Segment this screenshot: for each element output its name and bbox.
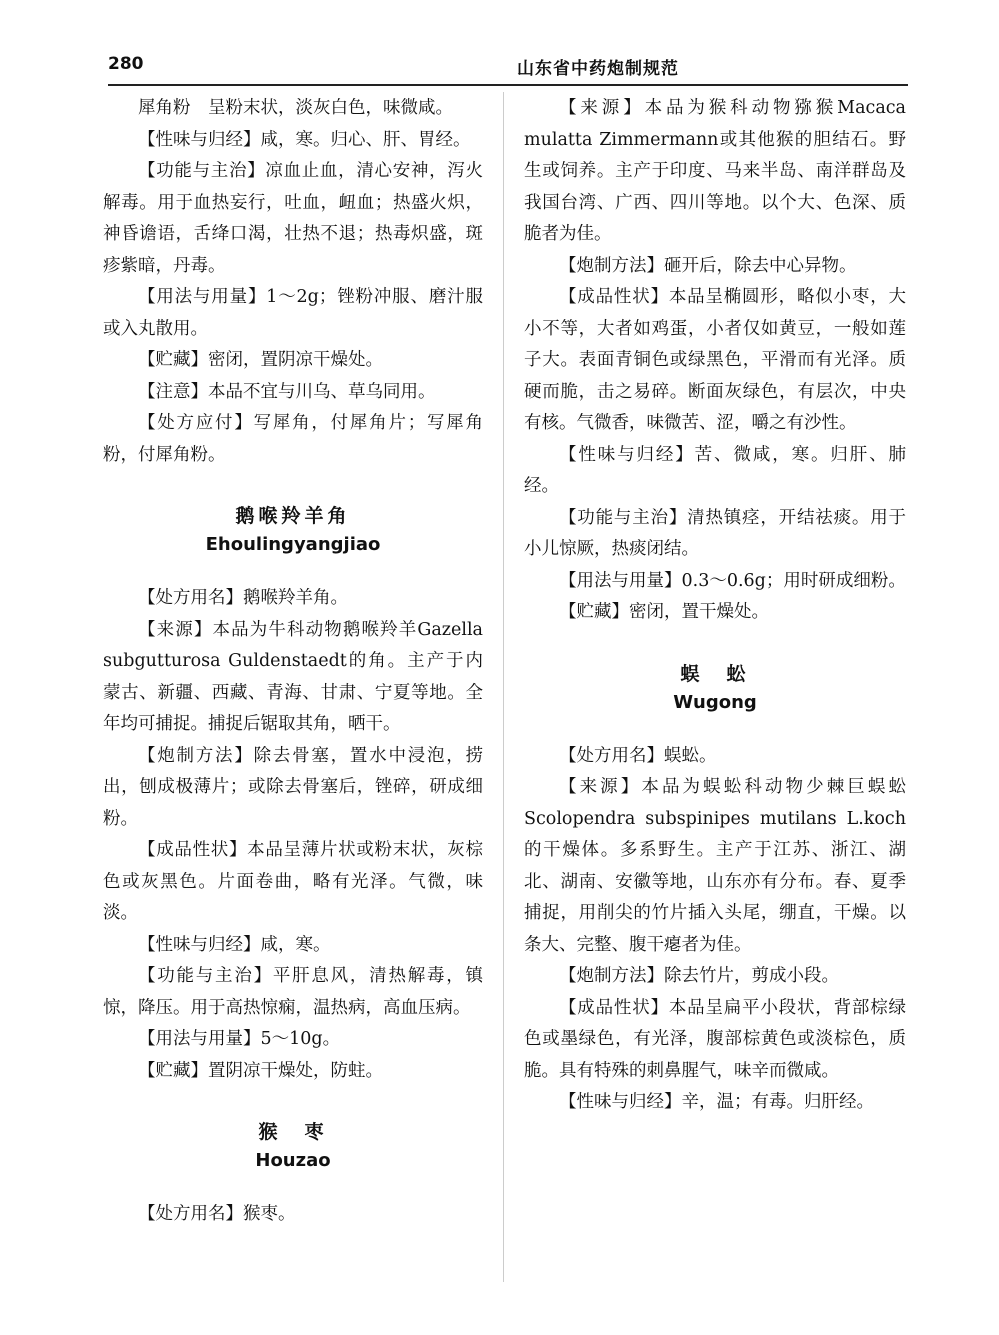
entry-title: 蜈 蚣	[680, 662, 750, 685]
paragraph: 【用法与用量】5～10g。	[138, 1029, 341, 1049]
paragraph: 【炮制方法】砸开后，除去中心异物。	[559, 255, 857, 276]
page-number: 280	[108, 54, 144, 74]
paragraph: 【贮藏】密闭，置阴凉干燥处。	[138, 350, 383, 370]
paragraph: 【功能与主治】平肝息风，清热解毒，镇惊，降压。用于高热惊痫，温热病，高血压病。	[103, 966, 483, 1018]
paragraph: 【成品性状】本品呈扁平小段状，背部棕绿色或墨绿色，有光泽，腹部棕黄色或淡棕色，质脆。具有特殊的刺鼻腥气，味辛而微咸。	[524, 997, 906, 1081]
paragraph: 【处方用名】猴枣。	[138, 1204, 296, 1224]
paragraph: 【用法与用量】1～2g；锉粉冲服、磨汁服或入丸散用。	[103, 287, 483, 339]
entry-title: 猴 枣	[258, 1121, 328, 1143]
paragraph: 【功能与主治】清热镇痉，开结祛痰。用于小儿惊厥，热痰闭结。	[524, 507, 906, 559]
paragraph: 【成品性状】本品呈椭圆形，略似小枣，大小不等，大者如鸡蛋，小者仅如黄豆，一般如莲子大。表面青铜色或绿黑色，平滑而有光泽。质硬而脆，击之易碎。断面灰绿色，有层次，中央有核。气微香，味微苦、涩，嚼之有沙性。	[524, 287, 906, 433]
paragraph: 【来源】本品为猴科动物猕猴Macaca mulatta Zimmermann或其他猴的胆结石。野生或饲养。主产于印度、马来半岛、南洋群岛及我国台湾、广西、四川等地。以个大、色深、质脆者为佳。	[524, 98, 906, 244]
paragraph: 【功能与主治】凉血止血，清心安神，泻火解毒。用于血热妄行，吐血，衄血；热盛火炽，神昏谵语，舌绛口渴，壮热不退；热毒炽盛，斑疹紫暗，丹毒。	[103, 161, 483, 276]
entry-title: 鹅喉羚羊角	[235, 505, 351, 527]
entry-pinyin: Ehoulingyangjiao	[205, 534, 381, 555]
paragraph: 【炮制方法】除去骨塞，置水中浸泡，捞出，刨成极薄片；或除去骨塞后，锉碎，研成细粉。	[103, 745, 483, 829]
entry-pinyin: Wugong	[673, 691, 757, 713]
paragraph: 【成品性状】本品呈薄片状或粉末状，灰棕色或灰黑色。片面卷曲，略有光泽。气微，味淡。	[103, 840, 483, 923]
paragraph: 【性味与归经】辛，温；有毒。归肝经。	[559, 1092, 874, 1112]
paragraph: 【来源】本品为蜈蚣科动物少棘巨蜈蚣Scolopendra subspinipes mutilans L.koch的干燥体。多系野生。主产于江苏、浙江、湖北、湖南、安徽等地，山东亦有分布。春、夏季捕捉，用削尖的竹片插入头尾，绷直，干燥。以条大、完整、腹干瘪者为佳。	[524, 777, 906, 955]
paragraph: 【来源】本品为牛科动物鹅喉羚羊Gazella subgutturosa Guldenstaedt的角。主产于内蒙古、新疆、西藏、青海、甘肃、宁夏等地。全年均可捕捉。捕捉后锯取其角，晒干。	[103, 619, 483, 734]
paragraph: 【用法与用量】0.3～0.6g；用时研成细粉。	[559, 570, 906, 591]
left-column	[103, 93, 483, 1231]
paragraph: 【性味与归经】咸，寒。	[138, 934, 331, 955]
paragraph: 犀角粉 呈粉末状，淡灰白色，味微咸。	[138, 98, 453, 118]
paragraph: 【注意】本品不宜与川乌、草乌同用。	[138, 381, 436, 402]
paragraph: 【炮制方法】除去竹片，剪成小段。	[559, 966, 839, 986]
column-divider	[503, 92, 504, 1282]
paragraph: 【处方用名】鹅喉羚羊角。	[138, 588, 348, 608]
right-column	[524, 93, 906, 1119]
paragraph: 【贮藏】密闭，置干燥处。	[559, 602, 769, 622]
entry-pinyin: Houzao	[255, 1150, 331, 1171]
paragraph: 【处方用名】蜈蚣。	[559, 745, 717, 766]
header-rule	[108, 84, 908, 86]
paragraph: 【性味与归经】苦、微咸，寒。归肝、肺经。	[524, 444, 906, 496]
page-header	[108, 54, 908, 84]
paragraph: 【性味与归经】咸，寒。归心、肝、胃经。	[138, 129, 471, 150]
paragraph: 【贮藏】置阴凉干燥处，防蛀。	[138, 1060, 383, 1081]
running-title: 山东省中药炮制规范	[517, 59, 679, 79]
paragraph: 【处方应付】写犀角，付犀角片；写犀角粉，付犀角粉。	[103, 413, 483, 465]
